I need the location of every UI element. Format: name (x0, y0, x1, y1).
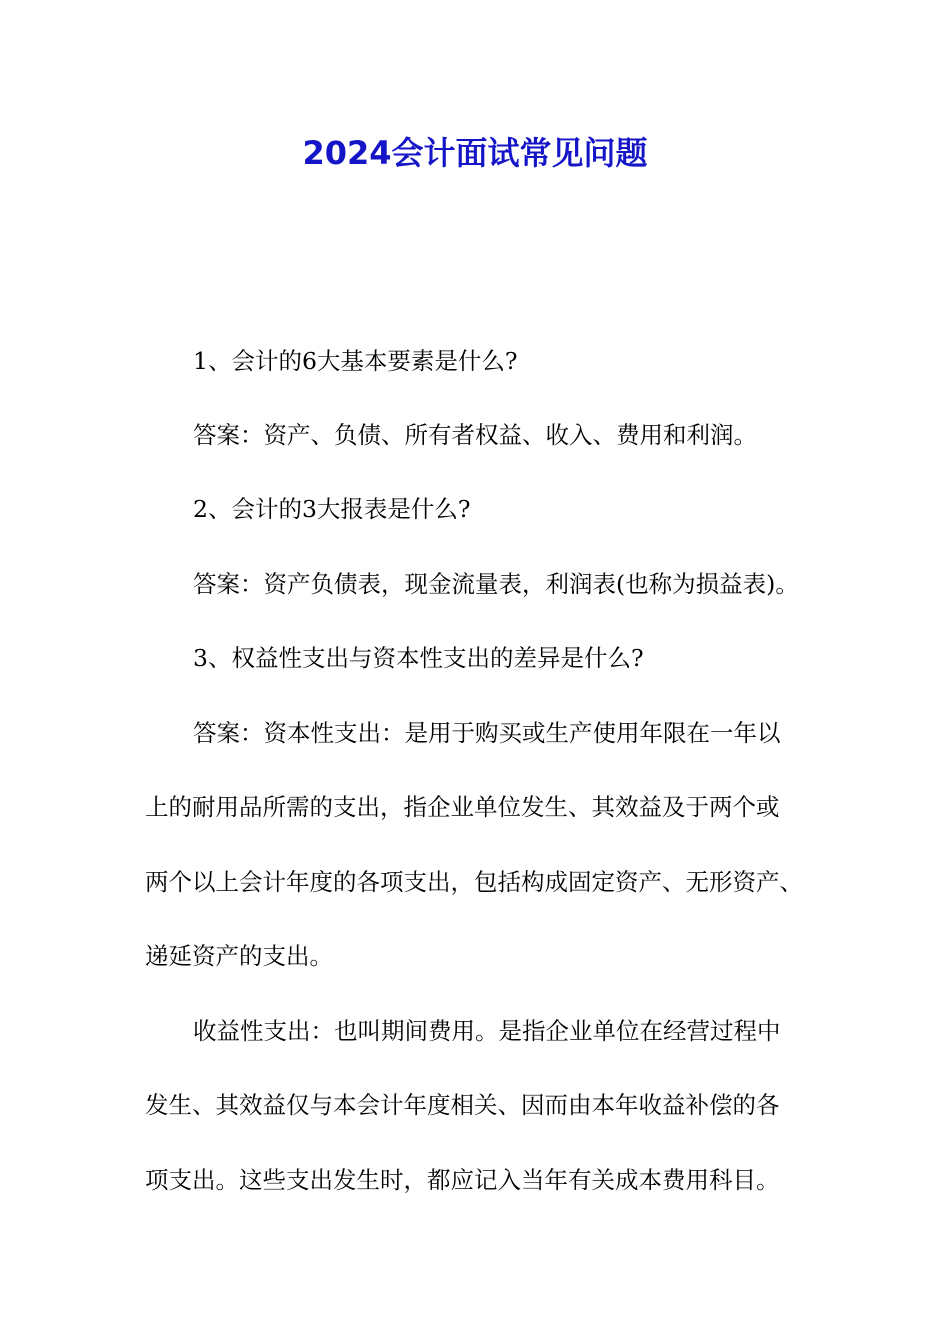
answer-3-line-1: 答案：资本性支出：是用于购买或生产使用年限在一年以 (193, 719, 781, 747)
answer-3-para-2-line-2: 发生、其效益仅与本会计年度相关、因而由本年收益补偿的各 (145, 1091, 780, 1119)
document-title: 2024会计面试常见问题 (302, 134, 648, 172)
answer-3-para-2-line-1: 收益性支出：也叫期间费用。是指企业单位在经营过程中 (193, 1017, 781, 1045)
answer-3-line-3: 两个以上会计年度的各项支出，包括构成固定资产、无形资产、 (145, 868, 803, 896)
question-1: 1、会计的6大基本要素是什么? (193, 347, 518, 375)
answer-3-para-2-line-3: 项支出。这些支出发生时，都应记入当年有关成本费用科目。 (145, 1166, 780, 1194)
answer-3-line-4: 递延资产的支出。 (145, 942, 333, 970)
answer-2: 答案：资产负债表，现金流量表，利润表(也称为损益表)。 (193, 570, 799, 598)
question-2: 2、会计的3大报表是什么? (193, 495, 471, 523)
answer-1: 答案：资产、负债、所有者权益、收入、费用和利润。 (193, 421, 757, 449)
answer-3-line-2: 上的耐用品所需的支出，指企业单位发生、其效益及于两个或 (145, 793, 780, 821)
question-3: 3、权益性支出与资本性支出的差异是什么? (193, 644, 644, 672)
